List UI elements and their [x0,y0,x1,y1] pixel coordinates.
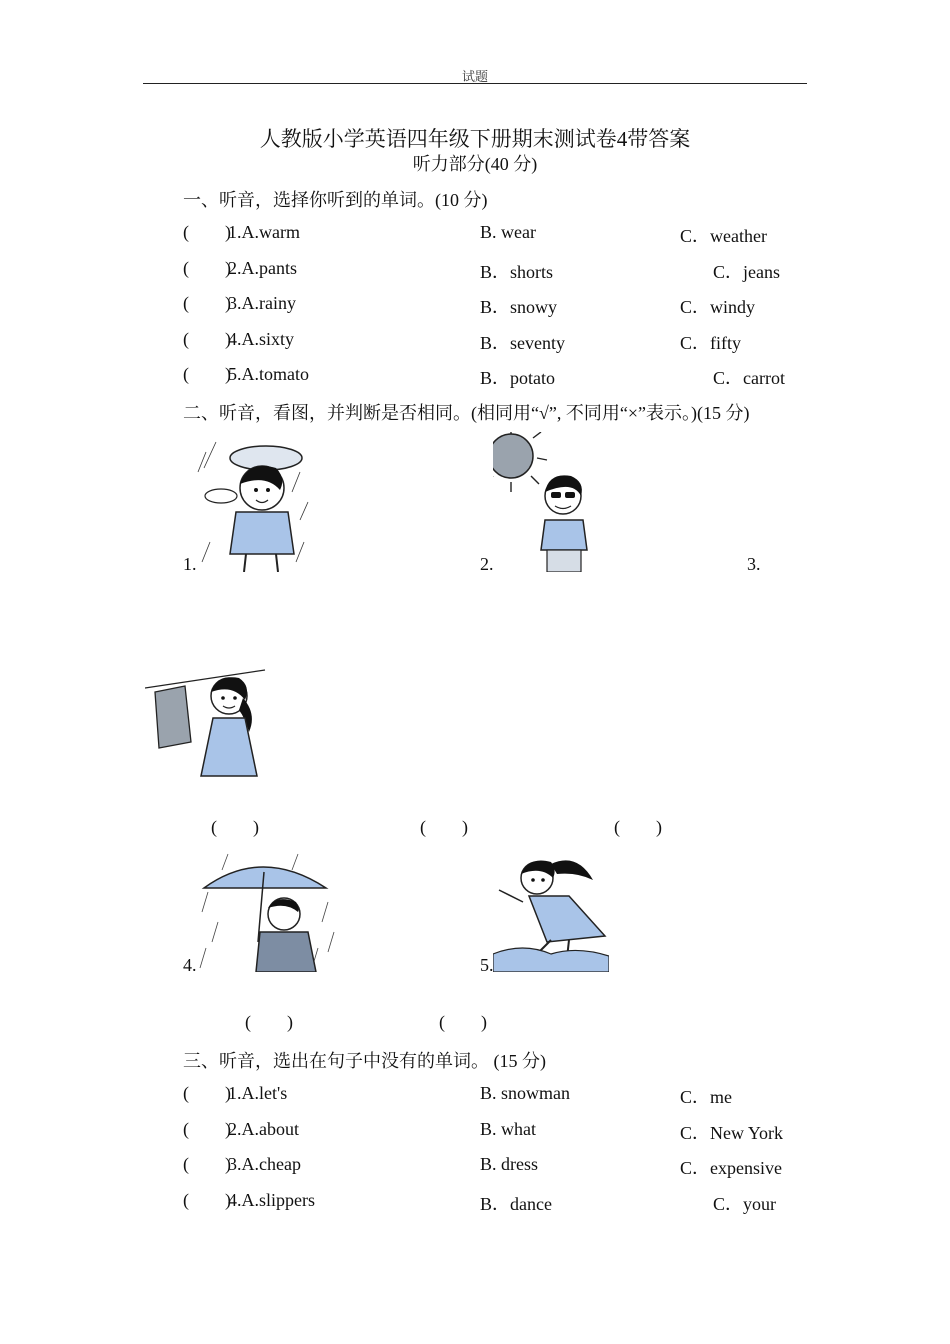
s1-q3-option-b: B．snowy [480,297,558,317]
s1-q5-paren: ( ) [183,364,231,384]
s3-q2-option-a: 2.A.about [228,1119,299,1139]
s3-q3-paren: ( ) [183,1154,231,1174]
picture-5-girl-puddle [493,850,609,972]
section2-heading: 二、听音，看图，并判断是否相同。(相同用“√”, 不同用“×”表示。)(15 分) [183,403,750,423]
s3-q1-option-c: C．me [680,1087,732,1107]
s1-q2-option-c: C．jeans [713,262,780,282]
s3-q1-option-a: 1.A.let's [228,1083,288,1103]
s1-q1-paren: ( ) [183,222,231,242]
s3-q3-option-c: C．expensive [680,1158,782,1178]
picture-3-answer-blank[interactable]: ( ) [614,817,662,837]
picture-1-answer-blank[interactable]: ( ) [211,817,259,837]
picture-3-label: 3. [747,554,761,574]
s3-q4-option-a: 4.A.slippers [228,1190,315,1210]
header-divider [143,83,807,84]
picture-1-girl-wind [196,432,314,572]
section3-heading: 三、听音，选出在句子中没有的单词。 (15 分) [183,1051,546,1071]
s3-q1-option-b: B. snowman [480,1083,570,1103]
s3-q2-option-b: B. what [480,1119,536,1139]
picture-5-answer-blank[interactable]: ( ) [439,1012,487,1032]
picture-5-label: 5. [480,955,494,975]
s3-q2-option-c: C．New York [680,1123,784,1143]
s3-q3-option-b: B. dress [480,1154,538,1174]
s1-q5-option-c: C．carrot [713,368,785,388]
picture-2-boy-sun [493,432,601,572]
s1-q5-option-b: B．potato [480,368,555,388]
s1-q4-option-a: 4.A.sixty [228,329,295,349]
page-title: 人教版小学英语四年级下册期末测试卷4带答案 [259,127,691,151]
page-header: 试题 [461,69,488,84]
picture-2-label: 2. [480,554,494,574]
picture-2-answer-blank[interactable]: ( ) [420,817,468,837]
s3-q4-option-c: C．your [713,1194,776,1214]
s1-q3-paren: ( ) [183,293,231,313]
picture-1-label: 1. [183,554,197,574]
s3-q3-option-a: 3.A.cheap [228,1154,301,1174]
s1-q3-option-c: C．windy [680,297,756,317]
s1-q2-option-b: B．shorts [480,262,554,282]
s1-q2-option-a: 2.A.pants [228,258,297,278]
s1-q5-option-a: 5.A.tomato [228,364,309,384]
s1-q4-option-b: B．seventy [480,333,565,353]
picture-4-answer-blank[interactable]: ( ) [245,1012,293,1032]
section1-heading: 一、听音，选择你听到的单词。(10 分) [183,190,488,210]
s1-q3-option-a: 3.A.rainy [228,293,296,313]
picture-4-boy-umbrella-rain [198,852,340,972]
s1-q2-paren: ( ) [183,258,231,278]
s1-q1-option-b: B. wear [480,222,536,242]
s1-q1-option-a: 1.A.warm [228,222,300,242]
s3-q2-paren: ( ) [183,1119,231,1139]
s3-q1-paren: ( ) [183,1083,231,1103]
s3-q4-option-b: B．dance [480,1194,552,1214]
s1-q4-option-c: C．fifty [680,333,741,353]
s3-q4-paren: ( ) [183,1190,231,1210]
s1-q1-option-c: C．weather [680,226,767,246]
s1-q4-paren: ( ) [183,329,231,349]
picture-4-label: 4. [183,955,197,975]
picture-3-girl-clothesline [145,658,267,786]
listening-subtitle: 听力部分(40 分) [412,154,538,174]
